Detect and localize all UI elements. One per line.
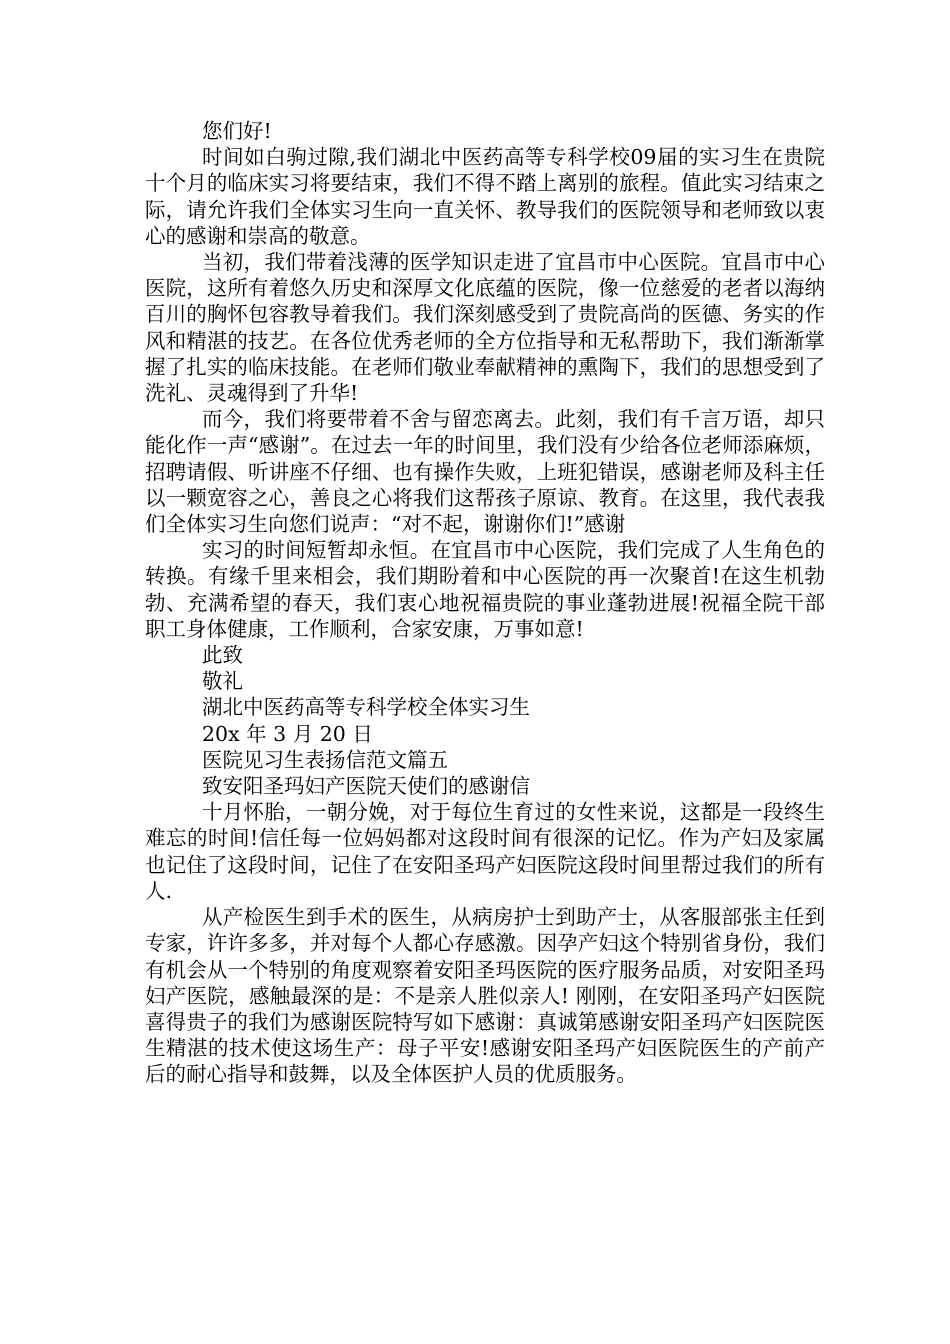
paragraph: 时间如白驹过隙,我们湖北中医药高等专科学校09届的实习生在贵院十个月的临床实习将要结束，我们不得不踏上离别的旅程。值此实习结束之际，请允许我们全体实习生向一直关怀、教导我们的医院领导和老师致以衷心的感谢和崇高的敬意。 bbox=[145, 145, 825, 248]
date: 20x 年 3 月 20 日 bbox=[202, 721, 373, 746]
letter-body bbox=[145, 118, 825, 1088]
paragraph: 实习的时间短暂却永恒。在宜昌市中心医院，我们完成了人生角色的转换。有缘千里来相会，我们期盼着和中心医院的再一次聚首!在这生机勃勃、充满希望的春天，我们衷心地祝福贵院的事业蓬勃进展!祝福全院干部职工身体健康，工作顺利，合家安康，万事如意! bbox=[145, 538, 825, 641]
closing-salutation: 此致 bbox=[202, 643, 243, 668]
letter-title: 致安阳圣玛妇产医院天使们的感谢信 bbox=[202, 774, 530, 799]
paragraph: 当初，我们带着浅薄的医学知识走进了宜昌市中心医院。宜昌市中心医院，这所有着悠久历史和深厚文化底蕴的医院，像一位慈爱的老者以海纳百川的胸怀包容教导着我们。我们深刻感受到了贵院高尚的医德、务实的作风和精湛的技艺。在各位优秀老师的全方位指导和无私帮助下，我们渐渐掌握了扎实的临床技能。在老师们敬业奉献精神的熏陶下，我们的思想受到了洗礼、灵魂得到了升华! bbox=[145, 250, 825, 406]
greeting: 您们好! bbox=[202, 119, 272, 143]
paragraph: 从产检医生到手术的医生，从病房护士到助产士，从客服部张主任到专家，许许多多，并对每个人都心存感激。因孕产妇这个特别省身份，我们有机会从一个特别的角度观察着安阳圣玛医院的医疗服务品质，对安阳圣玛妇产医院，感触最深的是：不是亲人胜似亲人! 刚刚，在安阳圣玛产妇医院喜得贵子的我们为感谢医院特写如下感谢：真诚第感谢安阳圣玛产妇医院医生精湛的技术使这场生产：母子平安!感谢安阳圣玛产妇医院医生的产前产后的耐心指导和鼓舞，以及全体医护人员的优质服务。 bbox=[145, 905, 825, 1087]
paragraph: 十月怀胎，一朝分娩，对于每位生育过的女性来说，这都是一段终生难忘的时间!信任每一位妈妈都对这段时间有很深的记忆。作为产妇及家属也记住了这段时间，记住了在安阳圣玛产妇医院这段时间里帮过我们的所有人. bbox=[145, 800, 825, 903]
signature: 湖北中医药高等专科学校全体实习生 bbox=[202, 695, 530, 720]
paragraph: 而今，我们将要带着不舍与留恋离去。此刻，我们有千言万语，却只能化作一声“感谢”。在过去一年的时间里，我们没有少给各位老师添麻烦，招聘请假、听讲座不仔细、也有操作失败，上班犯错误，感谢老师及科主任以一颗宽容之心，善良之心将我们这帮孩子原谅、教育。在这里，我代表我们全体实习生向您们说声：“对不起，谢谢你们!”感谢 bbox=[145, 407, 825, 537]
closing-regards: 敬礼 bbox=[202, 669, 243, 694]
section-title: 医院见习生表扬信范文篇五 bbox=[202, 747, 448, 772]
